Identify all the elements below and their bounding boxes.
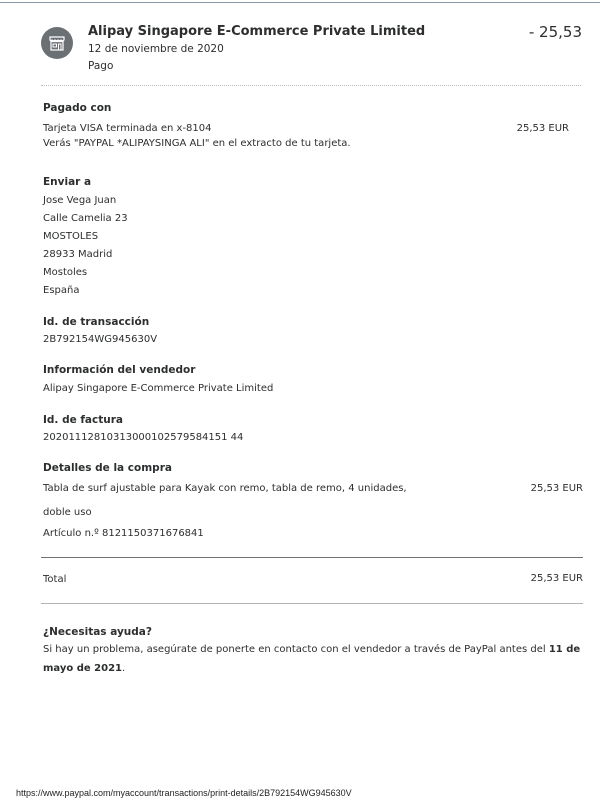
transaction-id-title: Id. de transacción xyxy=(43,316,150,328)
total-amount: 25,53 EUR xyxy=(530,573,583,584)
total-label: Total xyxy=(43,574,67,585)
ship-to-title: Enviar a xyxy=(43,176,92,188)
help-text xyxy=(43,640,588,678)
merchant-name: Alipay Singapore E-Commerce Private Limited xyxy=(88,24,426,39)
paid-amount: 25,53 EUR xyxy=(516,123,569,134)
transaction-type: Pago xyxy=(88,60,114,72)
payment-card: Tarjeta VISA terminada en x-8104 xyxy=(43,123,212,134)
ship-to-line: Calle Camelia 23 xyxy=(43,213,128,224)
total-top-divider xyxy=(41,557,583,558)
item-description-cont: doble uso xyxy=(43,507,92,518)
help-deadline: 11 de mayo de 2021 xyxy=(43,644,581,674)
total-bottom-divider xyxy=(41,603,583,604)
transaction-id: 2B792154WG945630V xyxy=(43,334,158,345)
paid-with-title: Pagado con xyxy=(43,102,112,114)
invoice-id-title: Id. de factura xyxy=(43,414,123,426)
item-description: Tabla de surf ajustable para Kayak con remo, tabla de remo, 4 unidades, xyxy=(43,483,407,494)
help-title: ¿Necesitas ayuda? xyxy=(43,626,152,638)
ship-to-line: Mostoles xyxy=(43,267,88,278)
ship-to-line: 28933 Madrid xyxy=(43,249,113,260)
seller-info-title: Información del vendedor xyxy=(43,364,196,376)
transaction-amount: - 25,53 xyxy=(528,23,582,41)
item-amount: 25,53 EUR xyxy=(530,483,583,494)
help-text-end: . xyxy=(121,663,126,674)
ship-to-line: Jose Vega Juan xyxy=(43,195,117,206)
header-divider xyxy=(41,85,581,86)
item-number: Artículo n.º 8121150371676841 xyxy=(43,528,204,539)
seller-name: Alipay Singapore E-Commerce Private Limited xyxy=(43,383,274,394)
statement-note: Verás "PAYPAL *ALIPAYSINGA ALI" en el extracto de tu tarjeta. xyxy=(43,138,351,149)
top-border xyxy=(0,2,600,3)
ship-to-line: España xyxy=(43,285,80,296)
storefront-icon xyxy=(49,36,65,51)
merchant-logo xyxy=(41,27,73,59)
help-text-body: Si hay un problema, asegúrate de ponerte en contacto con el vendedor a través de PayPal antes del xyxy=(43,644,549,655)
print-url: https://www.paypal.com/myaccount/transactions/print-details/2B792154WG945630V xyxy=(16,788,352,798)
ship-to-line: MOSTOLES xyxy=(43,231,99,242)
transaction-date: 12 de noviembre de 2020 xyxy=(88,43,224,55)
invoice-id: 20201112810313000102579584151 44 xyxy=(43,432,244,443)
purchase-details-title: Detalles de la compra xyxy=(43,462,172,474)
